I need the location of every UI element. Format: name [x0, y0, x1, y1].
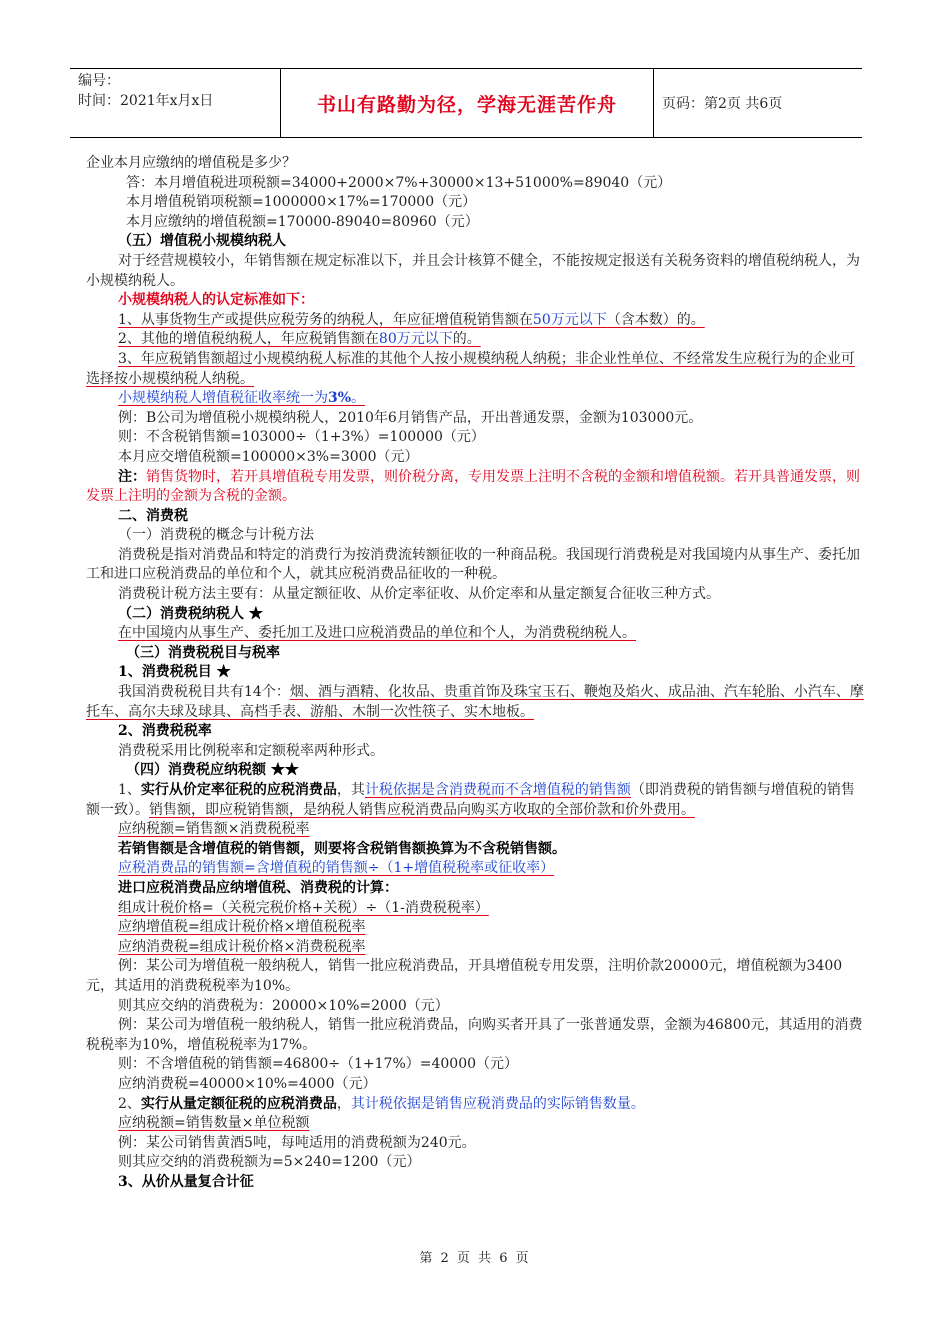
highlight-text: 50万元以下 [532, 311, 607, 328]
subsection-heading: （一）消费税的概念与计税方法 [118, 527, 314, 544]
paragraph: 则其应交纳的消费税为：20000×10%=2000（元） [118, 997, 449, 1014]
paragraph [86, 781, 864, 820]
paragraph [86, 918, 864, 938]
section-heading: 小规模纳税人的认定标准如下： [118, 292, 314, 309]
paragraph: 例：B公司为增值税小规模纳税人，2010年6月销售产品，开出普通发票，金额为103000元。 [118, 409, 703, 426]
paragraph [86, 859, 864, 879]
section-heading: （四）消费税应纳税额 ★★ [126, 762, 299, 779]
paragraph: 消费税计税方法主要有：从量定额征收、从价定率征收、从价定率和从量定额复合征收三种方式。 [118, 586, 720, 603]
paragraph [86, 389, 864, 409]
page-footer: 第 2 页 共 6 页 [419, 1251, 531, 1266]
document-body [86, 154, 864, 1192]
paragraph: 本月增值税销项税额=1000000×17%=170000（元） [126, 194, 477, 211]
note-label: 注： [118, 468, 146, 485]
bold-text: 实行从价定率征税的应税消费品 [140, 782, 337, 798]
bold-text: 实行从量定额征税的应税消费品 [140, 1095, 337, 1112]
subsection-heading: 2、消费税税率 [118, 723, 212, 740]
subsection-heading: 3、从价从量复合计征 [118, 1173, 254, 1190]
text-span: 3、年应税销售额超过小规模纳税人标准的其他个人按小规模纳税人纳税；非企业性单位、不经常发生应税行为的企业可选择按小规模纳税人纳税。 [86, 350, 855, 387]
paragraph: 对于经营规模较小，年销售额在规定标准以下，并且会计核算不健全，不能按规定报送有关税务资料的增值税纳税人，为小规模纳税人。 [86, 252, 860, 289]
paragraph: 若销售额是含增值税的销售额，则要将含税销售额换算为不含税销售额。 [118, 840, 566, 857]
formula: 应纳税额=销售额×消费税税率 [118, 821, 310, 838]
text-span: 1、从事货物生产或提供应税劳务的纳税人，年应征增值税销售额在 [118, 311, 533, 328]
paragraph [86, 820, 864, 840]
section-heading: （五）增值税小规模纳税人 [118, 233, 286, 250]
text-span: 烟、酒与酒精、化妆品、贵重首饰及珠宝玉石、鞭炮及焰火、成品油、汽车轮胎、小汽车、摩托车、高尔夫球及球具、高档手表、游船、木制一次性筷子、实木地板。 [86, 684, 864, 720]
formula: 应纳税额=销售数量×单位税额 [118, 1115, 310, 1132]
text-span: ， [336, 1095, 351, 1112]
paragraph: 本月应交增值税额=100000×3%=3000（元） [118, 448, 419, 465]
highlight-text: 小规模纳税人增值税征收率统一为 [118, 390, 328, 407]
section-heading: （二）消费税纳税人 ★ [118, 605, 263, 622]
paragraph [86, 683, 864, 722]
formula: 应税消费品的销售额=含增值税的销售额÷（1+增值税税率或征收率） [118, 860, 555, 877]
paragraph [86, 311, 864, 331]
text-span: ，其 [336, 782, 365, 798]
paragraph: 企业本月应缴纳的增值税是多少？ [86, 155, 296, 171]
section-heading: （三）消费税税目与税率 [126, 644, 280, 661]
paragraph: 例：某公司为增值税一般纳税人，销售一批应税消费品，开具增值税专用发票，注明价款20000元，增值税额为3400元，其适用的消费税税率为10%。 [86, 958, 843, 994]
paragraph [86, 330, 864, 350]
text-span: 。 [351, 390, 366, 407]
text-span: 在中国境内从事生产、委托加工及进口应税消费品的单位和个人，为消费税纳税人。 [118, 625, 636, 642]
text-span: （即消费税的销售额与增值税的销售额一致）。 [86, 782, 855, 818]
text-span: （含本数）的。 [606, 311, 705, 328]
text-span: 的。 [452, 331, 481, 348]
subsection-heading: 1、消费税税目 ★ [118, 664, 231, 681]
paragraph [86, 350, 864, 389]
header-meta [70, 69, 281, 137]
highlight-text: 其计税依据是销售应税消费品的实际销售数量。 [350, 1095, 645, 1112]
text-span: 2、 [118, 1095, 141, 1112]
paragraph [86, 938, 864, 958]
doc-number-label: 编号： [78, 73, 120, 89]
paragraph [86, 624, 864, 644]
paragraph [86, 1114, 864, 1134]
formula: 组成计税价格=（关税完税价格+关税）÷（1-消费税税率） [118, 899, 489, 916]
text-span: 销售额，即应税销售额，是纳税人销售应税消费品向购买方收取的全部价款和价外费用。 [149, 801, 695, 818]
paragraph [86, 1095, 864, 1115]
text-span: 1、 [118, 782, 141, 798]
paragraph: 本月应缴纳的增值税额=170000-89040=80960（元） [126, 213, 479, 230]
paragraph: 例：某公司销售黄酒5吨，每吨适用的消费税额为240元。 [118, 1134, 476, 1151]
highlight-text: 计税依据是含消费税而不含增值税的销售额 [364, 782, 631, 798]
paragraph: 进口应税消费品应纳增值税、消费税的计算： [118, 879, 398, 896]
text-span: 我国消费税税目共有14个： [118, 684, 290, 701]
note-paragraph [86, 468, 864, 507]
header-motto: 书山有路勤为径，学海无涯苦作舟 [281, 69, 654, 137]
note-text: 销售货物时，若开具增值税专用发票，则价税分离，专用发票上注明不含税的金额和增值税额。若开具普通发票，则发票上注明的金额为含税的金额。 [86, 468, 860, 505]
formula: 应纳增值税=组成计税价格×增值税税率 [118, 919, 366, 936]
paragraph: 消费税采用比例税率和定额税率两种形式。 [118, 742, 384, 759]
paragraph: 应纳消费税=40000×10%=4000（元） [118, 1075, 377, 1092]
paragraph: 例：某公司为增值税一般纳税人，销售一批应税消费品，向购买者开具了一张普通发票，金额为46800元，其适用的消费税税率为10%，增值税税率为17%。 [86, 1017, 863, 1053]
formula: 应纳消费税=组成计税价格×消费税税率 [118, 938, 366, 955]
paragraph: 则其应交纳的消费税额为=5×240=1200（元） [118, 1154, 421, 1171]
section-heading: 二、消费税 [118, 507, 188, 524]
text-span: 2、其他的增值税纳税人，年应税销售额在 [118, 331, 379, 348]
paragraph: 则：不含税销售额=103000÷（1+3%）=100000（元） [118, 429, 485, 446]
page-header [70, 68, 862, 138]
paragraph: 则：不含增值税的销售额=46800÷（1+17%）=40000（元） [118, 1056, 519, 1073]
highlight-text: 3% [328, 390, 352, 407]
doc-time-label: 时间：2021年x月x日 [78, 93, 214, 109]
paragraph [86, 899, 864, 919]
paragraph: 答：本月增值税进项税额=34000+2000×7%+30000×13+51000%=89040（元） [126, 174, 672, 191]
highlight-text: 80万元以下 [378, 331, 453, 348]
paragraph: 消费税是指对消费品和特定的消费行为按消费流转额征收的一种商品税。我国现行消费税是对我国境内从事生产、委托加工和进口应税消费品的单位和个人，就其应税消费品征收的一种税。 [86, 546, 860, 583]
header-page-label: 页码：第2页 共6页 [662, 96, 783, 112]
